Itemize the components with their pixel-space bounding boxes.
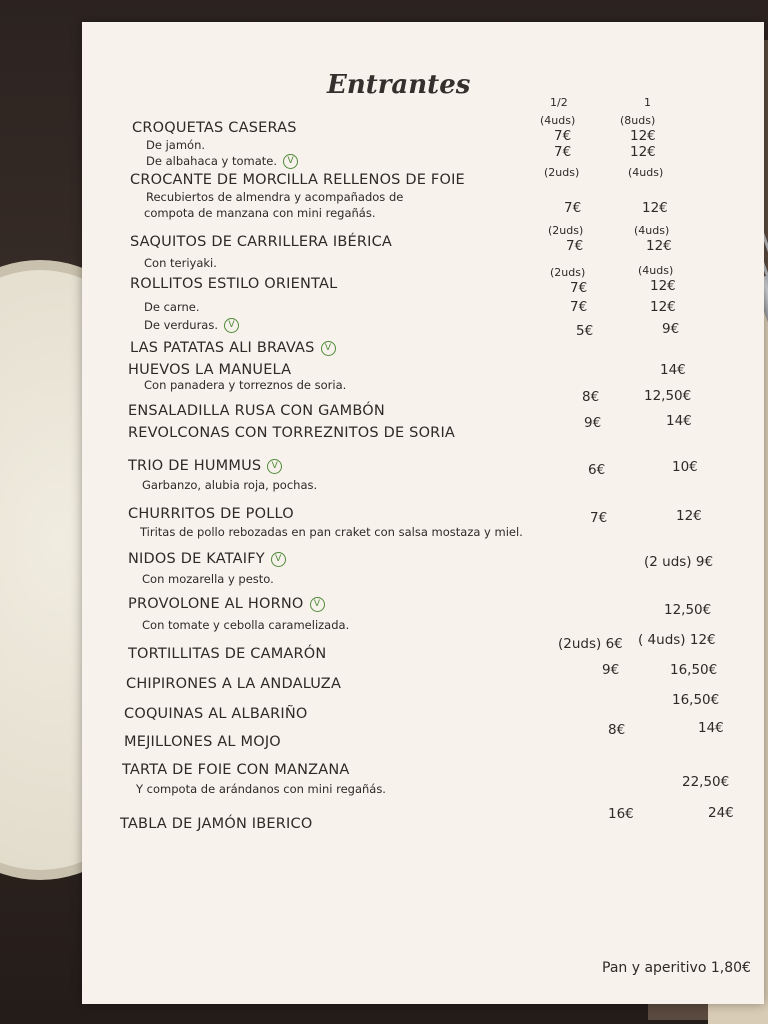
half-price: 7€ — [570, 280, 588, 296]
full-qty: (4uds) — [634, 224, 670, 237]
full-price: 12€ — [650, 278, 676, 294]
full-price: ( 4uds) 12€ — [638, 632, 716, 648]
half-price: 7€ — [554, 144, 572, 160]
item-provolone: PROVOLONE AL HORNO V — [128, 596, 325, 612]
full-price: 12,50€ — [664, 602, 712, 618]
full-price: 12,50€ — [644, 388, 692, 404]
item-tarta-foie: TARTA DE FOIE CON MANZANA — [122, 762, 350, 778]
half-price: 7€ — [570, 299, 588, 315]
half-qty: (2uds) — [548, 224, 584, 237]
half-qty: (2uds) — [550, 266, 586, 279]
item-chipirones: CHIPIRONES A LA ANDALUZA — [126, 676, 342, 692]
vegetarian-icon: V — [267, 459, 282, 474]
vegetarian-icon: V — [321, 341, 336, 356]
item-mejillones: MEJILLONES AL MOJO — [124, 734, 281, 750]
item-nidos-kataify: NIDOS DE KATAIFY V — [128, 551, 286, 567]
full-price: 14€ — [660, 362, 686, 378]
item-tabla-jamon: TABLA DE JAMÓN IBERICO — [120, 816, 313, 832]
description: Recubiertos de almendra y acompañados de — [146, 190, 404, 204]
description: Con panadera y torreznos de soria. — [144, 378, 347, 392]
description: De carne. — [144, 300, 200, 314]
description: De verduras. V — [144, 318, 239, 333]
full-price: 14€ — [698, 720, 724, 736]
full-qty: (8uds) — [620, 114, 656, 127]
full-price: 12€ — [650, 299, 676, 315]
half-price: 7€ — [564, 200, 582, 216]
item-trio-hummus: TRIO DE HUMMUS V — [128, 458, 282, 474]
half-price: 7€ — [566, 238, 584, 254]
item-patatas-bravas: LAS PATATAS ALI BRAVAS V — [130, 340, 336, 356]
half-price: 9€ — [602, 662, 620, 678]
item-huevos: HUEVOS LA MANUELA — [128, 362, 292, 378]
item-revolconas: REVOLCONAS CON TORREZNITOS DE SORIA — [128, 425, 456, 441]
menu-title: Entrantes — [327, 70, 471, 100]
half-price: 6€ — [588, 462, 606, 478]
half-qty: (4uds) — [540, 114, 576, 127]
half-qty: (2uds) — [544, 166, 580, 179]
item-rollitos: ROLLITOS ESTILO ORIENTAL — [130, 276, 338, 292]
full-price: 12€ — [642, 200, 668, 216]
description: De jamón. — [146, 138, 206, 152]
half-price: (2uds) 6€ — [558, 636, 623, 652]
description: Garbanzo, alubia roja, pochas. — [142, 478, 318, 492]
full-price: 24€ — [708, 805, 734, 821]
item-crocante-morcilla: CROCANTE DE MORCILLA RELLENOS DE FOIE — [130, 172, 465, 188]
description: Con teriyaki. — [144, 256, 217, 270]
full-qty: (4uds) — [638, 264, 674, 277]
vegetarian-icon: V — [271, 552, 286, 567]
description: De albahaca y tomate. V — [146, 154, 298, 169]
full-qty: (4uds) — [628, 166, 664, 179]
menu-card — [82, 22, 764, 1004]
vegetarian-icon: V — [310, 597, 325, 612]
full-price: 16,50€ — [672, 692, 720, 708]
full-price: 12€ — [630, 144, 656, 160]
description: Tiritas de pollo rebozadas en pan craket con salsa mostaza y miel. — [140, 525, 523, 539]
item-coquinas: COQUINAS AL ALBARIÑO — [124, 706, 308, 722]
full-price: 22,50€ — [682, 774, 730, 790]
description: compota de manzana con mini regañás. — [144, 206, 376, 220]
half-price: 9€ — [584, 415, 602, 431]
half-price: 8€ — [582, 389, 600, 405]
half-price: 16€ — [608, 806, 634, 822]
half-price: 7€ — [554, 128, 572, 144]
item-croquetas: CROQUETAS CASERAS — [132, 120, 297, 136]
vegetarian-icon: V — [283, 154, 298, 169]
half-price: 8€ — [608, 722, 626, 738]
description: Con tomate y cebolla caramelizada. — [142, 618, 350, 632]
half-price: 7€ — [590, 510, 608, 526]
full-price: 10€ — [672, 459, 698, 475]
full-price: 12€ — [646, 238, 672, 254]
item-ensaladilla: ENSALADILLA RUSA CON GAMBÓN — [128, 403, 385, 419]
vegetarian-icon: V — [224, 318, 239, 333]
col-header-full: 1 — [644, 96, 651, 109]
full-price: 12€ — [676, 508, 702, 524]
full-price: (2 uds) 9€ — [644, 554, 714, 570]
item-tortillitas: TORTILLITAS DE CAMARÓN — [128, 646, 327, 662]
full-price: 12€ — [630, 128, 656, 144]
half-price: 5€ — [576, 323, 594, 339]
full-price: 14€ — [666, 413, 692, 429]
description: Y compota de arándanos con mini regañás. — [136, 782, 386, 796]
item-churritos: CHURRITOS DE POLLO — [128, 506, 294, 522]
description: Con mozarella y pesto. — [142, 572, 274, 586]
full-price: 16,50€ — [670, 662, 718, 678]
full-price: 9€ — [662, 321, 680, 337]
item-saquitos: SAQUITOS DE CARRILLERA IBÉRICA — [130, 234, 393, 250]
col-header-half: 1/2 — [550, 96, 568, 109]
bread-aperitif-note: Pan y aperitivo 1,80€ — [602, 960, 751, 976]
